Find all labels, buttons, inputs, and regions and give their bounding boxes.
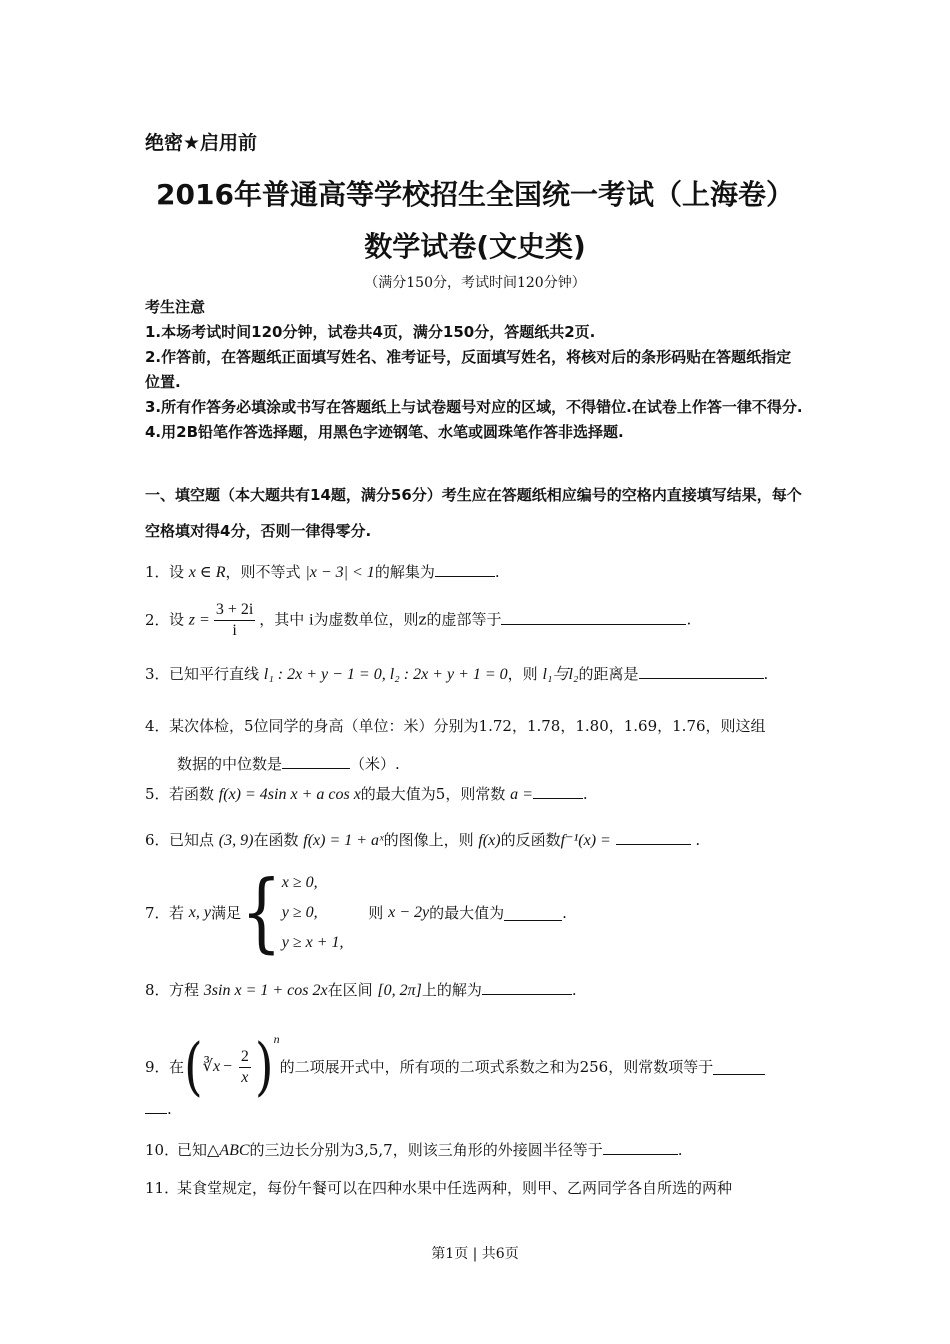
question-1: 1．设 x ∈ R，则不等式 |x − 3| < 1的解集为 . — [145, 563, 500, 581]
answer-blank[interactable] — [616, 830, 691, 845]
question-4: 4．某次体检，5位同学的身高（单位：米）分别为1.72，1.78，1.80，1.69，1.76，则这组 数据的中位数是 （米）. — [145, 717, 766, 773]
fraction: $\frac{3 + 2i}{i}$ — [215, 601, 254, 639]
notice-item: 4.用2B铅笔作答选择题，用黑色字迹钢笔、水笔或圆珠笔作答非选择题. — [145, 423, 624, 441]
confidential-mark: 绝密★启用前 — [145, 132, 258, 154]
notice-item: 1.本场考试时间120分钟，试卷共4页，满分150分，答题纸共2页. — [145, 323, 596, 341]
question-2: 2．设 z = $\frac{3 + 2i}{i}$ ，其中 i为虚数单位，则z的虚部等于 . — [145, 601, 692, 639]
brace-icon: { — [241, 863, 282, 963]
notice-item: 3.所有作答务必填涂或书写在答题纸上与试卷题号对应的区域，不得错位.在试卷上作答一律不得分. — [145, 398, 803, 416]
answer-blank[interactable] — [501, 610, 686, 625]
page-footer: 第1页 | 共6页 — [431, 1246, 519, 1262]
right-paren: ) — [254, 1030, 274, 1104]
exam-note: （满分150分，考试时间120分钟） — [364, 275, 586, 291]
question-8: 8．方程 3sin x = 1 + cos 2x在区间 [0, 2π]上的解为 . — [145, 981, 577, 999]
answer-blank[interactable] — [639, 664, 764, 679]
exam-title: 2016年普通高等学校招生全国统一考试（上海卷） — [156, 178, 794, 211]
notice-item: 2.作答前，在答题纸正面填写姓名、准考证号，反面填写姓名，将核对后的条形码贴在答题纸指定位置. — [145, 348, 792, 391]
fraction: $\frac{2}{x}$ — [240, 1047, 249, 1086]
question-3: 3．已知平行直线 l₁ : 2x + y − 1 = 0, l₂ : 2x + y + 1 = 0，则 l₁与l₂的距离是 . — [145, 665, 769, 683]
question-5: 5．若函数 f(x) = 4sin x + a cos x的最大值为5，则常数 a = . — [145, 785, 588, 803]
question-9-continued: . — [145, 1098, 805, 1120]
question-11: 11．某食堂规定，每份午餐可以在四种水果中任选两种，则甲、乙两同学各自所选的两种 — [145, 1179, 733, 1197]
answer-blank[interactable] — [713, 1060, 765, 1075]
notice-heading: 考生注意 — [145, 298, 206, 316]
question-10: 10．已知△ABC的三边长分别为3,5,7，则该三角形的外接圆半径等于 . — [145, 1141, 683, 1159]
question-6: 6．已知点 (3, 9)在函数 f(x) = 1 + aˣ的图像上，则 f(x)的反函数f⁻¹(x) = . — [145, 831, 701, 849]
answer-blank[interactable] — [504, 906, 562, 921]
left-paren: ( — [184, 1030, 203, 1104]
exam-subtitle: 数学试卷(文史类) — [364, 230, 586, 263]
section-heading: 一、填空题（本大题共有14题，满分56分）考生应在答题纸相应编号的空格内直接填写结果，每个空格填对得4分，否则一律得零分. — [145, 486, 802, 540]
answer-blank[interactable] — [435, 562, 495, 577]
answer-blank[interactable] — [603, 1140, 678, 1155]
question-9: 9．在(∛x − $\frac{2}{x}$ )$^n$的二项展开式中，所有项的二项式系数之和为256，则常数项等于 — [145, 1028, 805, 1091]
question-7: 7．若 x, y满足{ x ≥ 0, y ≥ 0, y ≥ x + 1, 则 x − 2y的最大值为 . — [145, 863, 567, 963]
inequality-system: x ≥ 0, y ≥ 0, y ≥ x + 1, — [281, 874, 344, 951]
answer-blank[interactable] — [145, 1099, 167, 1114]
notice-block — [145, 295, 805, 445]
answer-blank[interactable] — [482, 980, 572, 995]
answer-blank[interactable] — [282, 754, 350, 769]
answer-blank[interactable] — [533, 784, 583, 799]
